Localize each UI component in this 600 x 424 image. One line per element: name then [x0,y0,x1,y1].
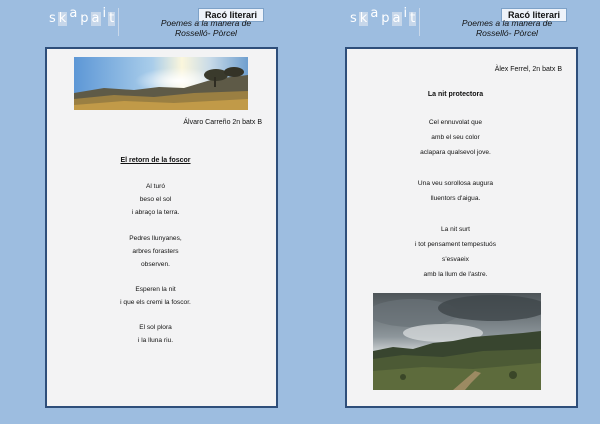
poem-line: aclapara qualsevol jove. [420,149,491,156]
logo-letter: s [49,11,56,26]
cloudy-mountains-photo [373,293,541,390]
poem-line: s'esvaeix [442,256,469,263]
logo-letter: t [109,11,115,26]
section-tag: Racó literari [198,8,264,22]
sunset-landscape-photo [74,57,248,110]
subtitle-line: Poemes a la manera de [160,18,252,28]
logo-letter: a [69,6,78,21]
poem-line: beso el sol [139,196,172,203]
logo-letter: i [102,6,107,21]
page-right [345,47,578,408]
logo-right [349,6,417,26]
poem-line: i que els cremi la foscor. [120,299,191,306]
subtitle-line: Poemes a la manera de [461,18,553,28]
poem-line: i la lluna riu. [137,337,174,344]
logo-letter: a [392,11,401,26]
author-name: Àlex Ferrel, 2n batx B [494,66,562,73]
subtitle-line: Rosselló- Pòrcel [476,28,538,38]
logo-letter: a [370,6,379,21]
page-left [45,47,278,408]
header-divider [419,8,420,36]
poem-line: Al turó [145,183,166,190]
poem-line: amb el seu color [431,134,480,141]
poem-line: observen. [141,261,170,268]
poem-line: Esperen la nit [135,286,176,293]
logo-letter: i [403,6,408,21]
poem-line: Una veu sorollosa augura [417,180,494,187]
section-tag: Racó literari [501,8,567,22]
poem-line: amb la llum de l'astre. [423,271,488,278]
poem-line: Cel ennuvolat que [428,119,483,126]
poem-line: i tot pensament tempestuós [414,241,496,248]
poem-line: i abraço la terra. [131,209,180,216]
poem-title: El retorn de la foscor [120,157,191,164]
logo-letter: p [381,11,390,26]
logo-left [48,6,116,26]
poem-line: Pedres llunyanes, [129,235,182,242]
poem-line: La nit surt [441,226,470,233]
poem-title: La nit protectora [427,91,484,98]
header-subtitle [141,18,271,38]
poem-line: lluentors d'aigua. [430,195,481,202]
logo-letter: s [350,11,357,26]
subtitle-line: Rosselló- Pòrcel [175,28,237,38]
logo-letter: a [91,11,100,26]
logo-letter: t [410,11,416,26]
poem-line: El sol plora [139,324,172,331]
logo-letter: p [80,11,89,26]
logo-letter: k [58,11,67,26]
logo-letter: k [359,11,368,26]
header-subtitle [442,18,572,38]
header-divider [118,8,119,36]
author-name: Álvaro Carreño 2n batx B [183,119,262,126]
poem-line: arbres forasters [132,248,179,255]
